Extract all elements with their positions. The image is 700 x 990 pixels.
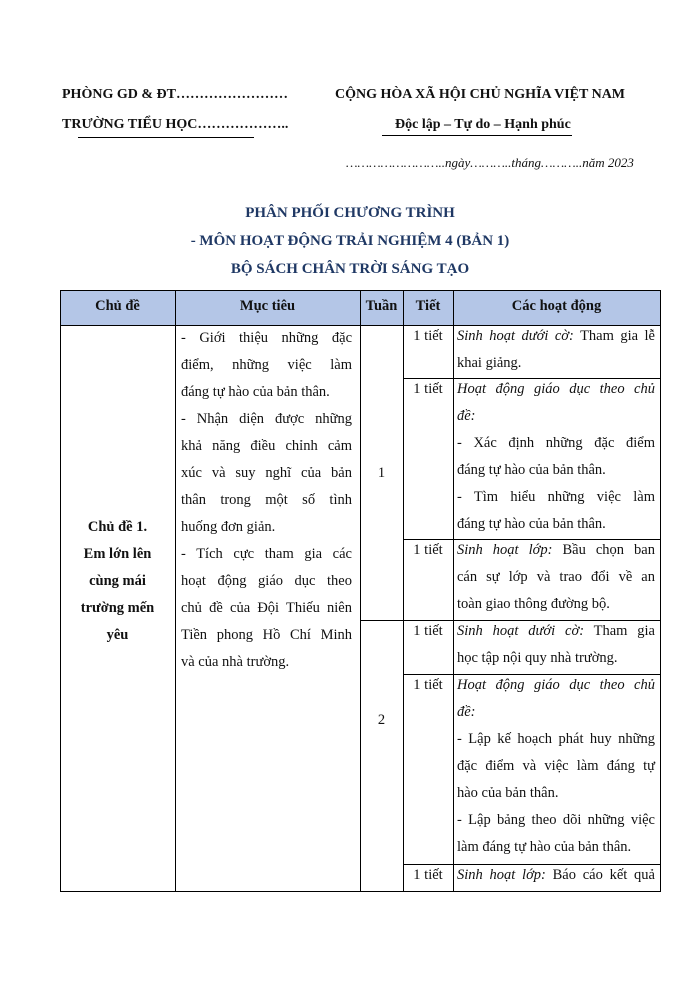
topic-line: cùng mái [89,573,146,589]
activity-text: - Xác định những đặc điểm [457,435,655,451]
objective-line: khả năng điều chỉnh cảm [181,438,352,454]
activity-topic-education-2 [457,672,655,861]
activity-flag-ceremony-1 [457,323,655,377]
objective-line: Tiền phong Hồ Chí Minh [181,627,352,643]
topic-line: Chủ đề 1. [87,519,148,535]
lesson-cell: 1 tiết [413,623,443,639]
activity-label: Sinh hoạt lớp: [457,867,546,883]
objective-line: xúc và suy nghĩ của bản [181,465,352,481]
col-divider [360,290,361,892]
activity-label: Sinh hoạt dưới cờ: [457,328,574,344]
objective-line: điểm, những việc làm [181,357,352,373]
objective-line: và của nhà trường. [181,654,290,670]
activity-class-meeting-1 [457,537,655,618]
activity-topic-education-1 [457,376,655,538]
week-2: 2 [377,712,386,728]
objective-line: - Nhận diện được những [181,411,352,427]
doc-title-1: PHÂN PHỐI CHƯƠNG TRÌNH [245,205,455,221]
doc-title-2: - MÔN HOẠT ĐỘNG TRẢI NGHIỆM 4 (BẢN 1) [190,233,510,249]
topic-line: yêu [106,627,129,643]
activity-text: đặc điểm và việc làm đáng tự [457,758,655,774]
activity-text: Tham gia lễ [573,328,655,344]
week-1: 1 [377,465,386,481]
activity-text: - Lập kế hoạch phát huy những [457,731,655,747]
col-divider [175,290,176,892]
col-header-lesson: Tiết [415,298,441,314]
lesson-cell: 1 tiết [413,328,443,344]
lesson-cell: 1 tiết [413,677,443,693]
activity-text: làm đáng tự hào của bản thân. [457,839,632,855]
motto-underline [382,135,572,136]
table-border-right [660,290,661,892]
lesson-cell: 1 tiết [413,867,443,883]
activity-text: - Tìm hiểu những việc làm [457,489,655,505]
objective-line: thân trong một số tình [181,492,352,508]
objectives-cell [181,325,352,676]
objective-line: đáng tự hào của bản thân. [181,384,330,400]
objective-line: chủ đề của Đội Thiếu niên [181,600,352,616]
date-line: ……………………..ngày………..tháng………..năm 2023 [346,155,634,170]
activity-label: đề: [457,408,476,424]
activity-class-meeting-2 [457,862,655,889]
objective-line: - Giới thiệu những đặc [181,330,352,346]
activity-label: Sinh hoạt lớp: [457,542,553,558]
school-underline [78,137,254,138]
col-header-topic: Chủ đề [95,298,140,314]
objective-line: huống đơn giản. [181,519,276,535]
col-divider [453,290,454,892]
activity-text: cán sự lớp và trao đổi về an [457,569,655,585]
activity-text: đáng tự hào của bản thân. [457,462,606,478]
col-header-objectives: Mục tiêu [239,298,296,314]
col-header-week: Tuần [365,298,398,314]
activity-text: Tham gia [584,623,655,639]
doc-title-3: BỘ SÁCH CHÂN TRỜI SÁNG TẠO [230,261,470,277]
topic-line: Em lớn lên [83,546,152,562]
motto: Độc lập – Tự do – Hạnh phúc [395,117,571,132]
activity-text: - Lập bảng theo dõi những việc [457,812,655,828]
activity-text: khai giảng. [457,355,522,371]
activity-label: Hoạt động giáo dục theo chủ [457,677,655,693]
col-header-activities: Các hoạt động [511,298,602,314]
activity-label: Hoạt động giáo dục theo chủ [457,381,655,397]
activity-text: học tập nội quy nhà trường. [457,650,618,666]
activity-text: toàn giao thông đường bộ. [457,596,610,612]
topic-line: trường mến [80,600,155,616]
topic-cell [60,514,175,649]
school-label: TRƯỜNG TIỂU HỌC……………….. [62,117,289,132]
country-title: CỘNG HÒA XÃ HỘI CHỦ NGHĨA VIỆT NAM [335,87,626,102]
objective-line: hoạt động giáo dục theo [181,573,352,589]
activity-flag-ceremony-2 [457,618,655,672]
activity-label: đề: [457,704,476,720]
activity-text: Bầu chọn ban [552,542,655,558]
lesson-cell: 1 tiết [413,381,443,397]
lesson-cell: 1 tiết [413,542,443,558]
activity-label: Sinh hoạt dưới cờ: [457,623,585,639]
objective-line: - Tích cực tham gia các [181,546,352,562]
activity-text: đáng tự hào của bản thân. [457,516,606,532]
department-label: PHÒNG GD & ĐT…………………… [62,87,288,102]
activity-text: Báo cáo kết quả [545,867,655,883]
activity-text: hào của bản thân. [457,785,559,801]
